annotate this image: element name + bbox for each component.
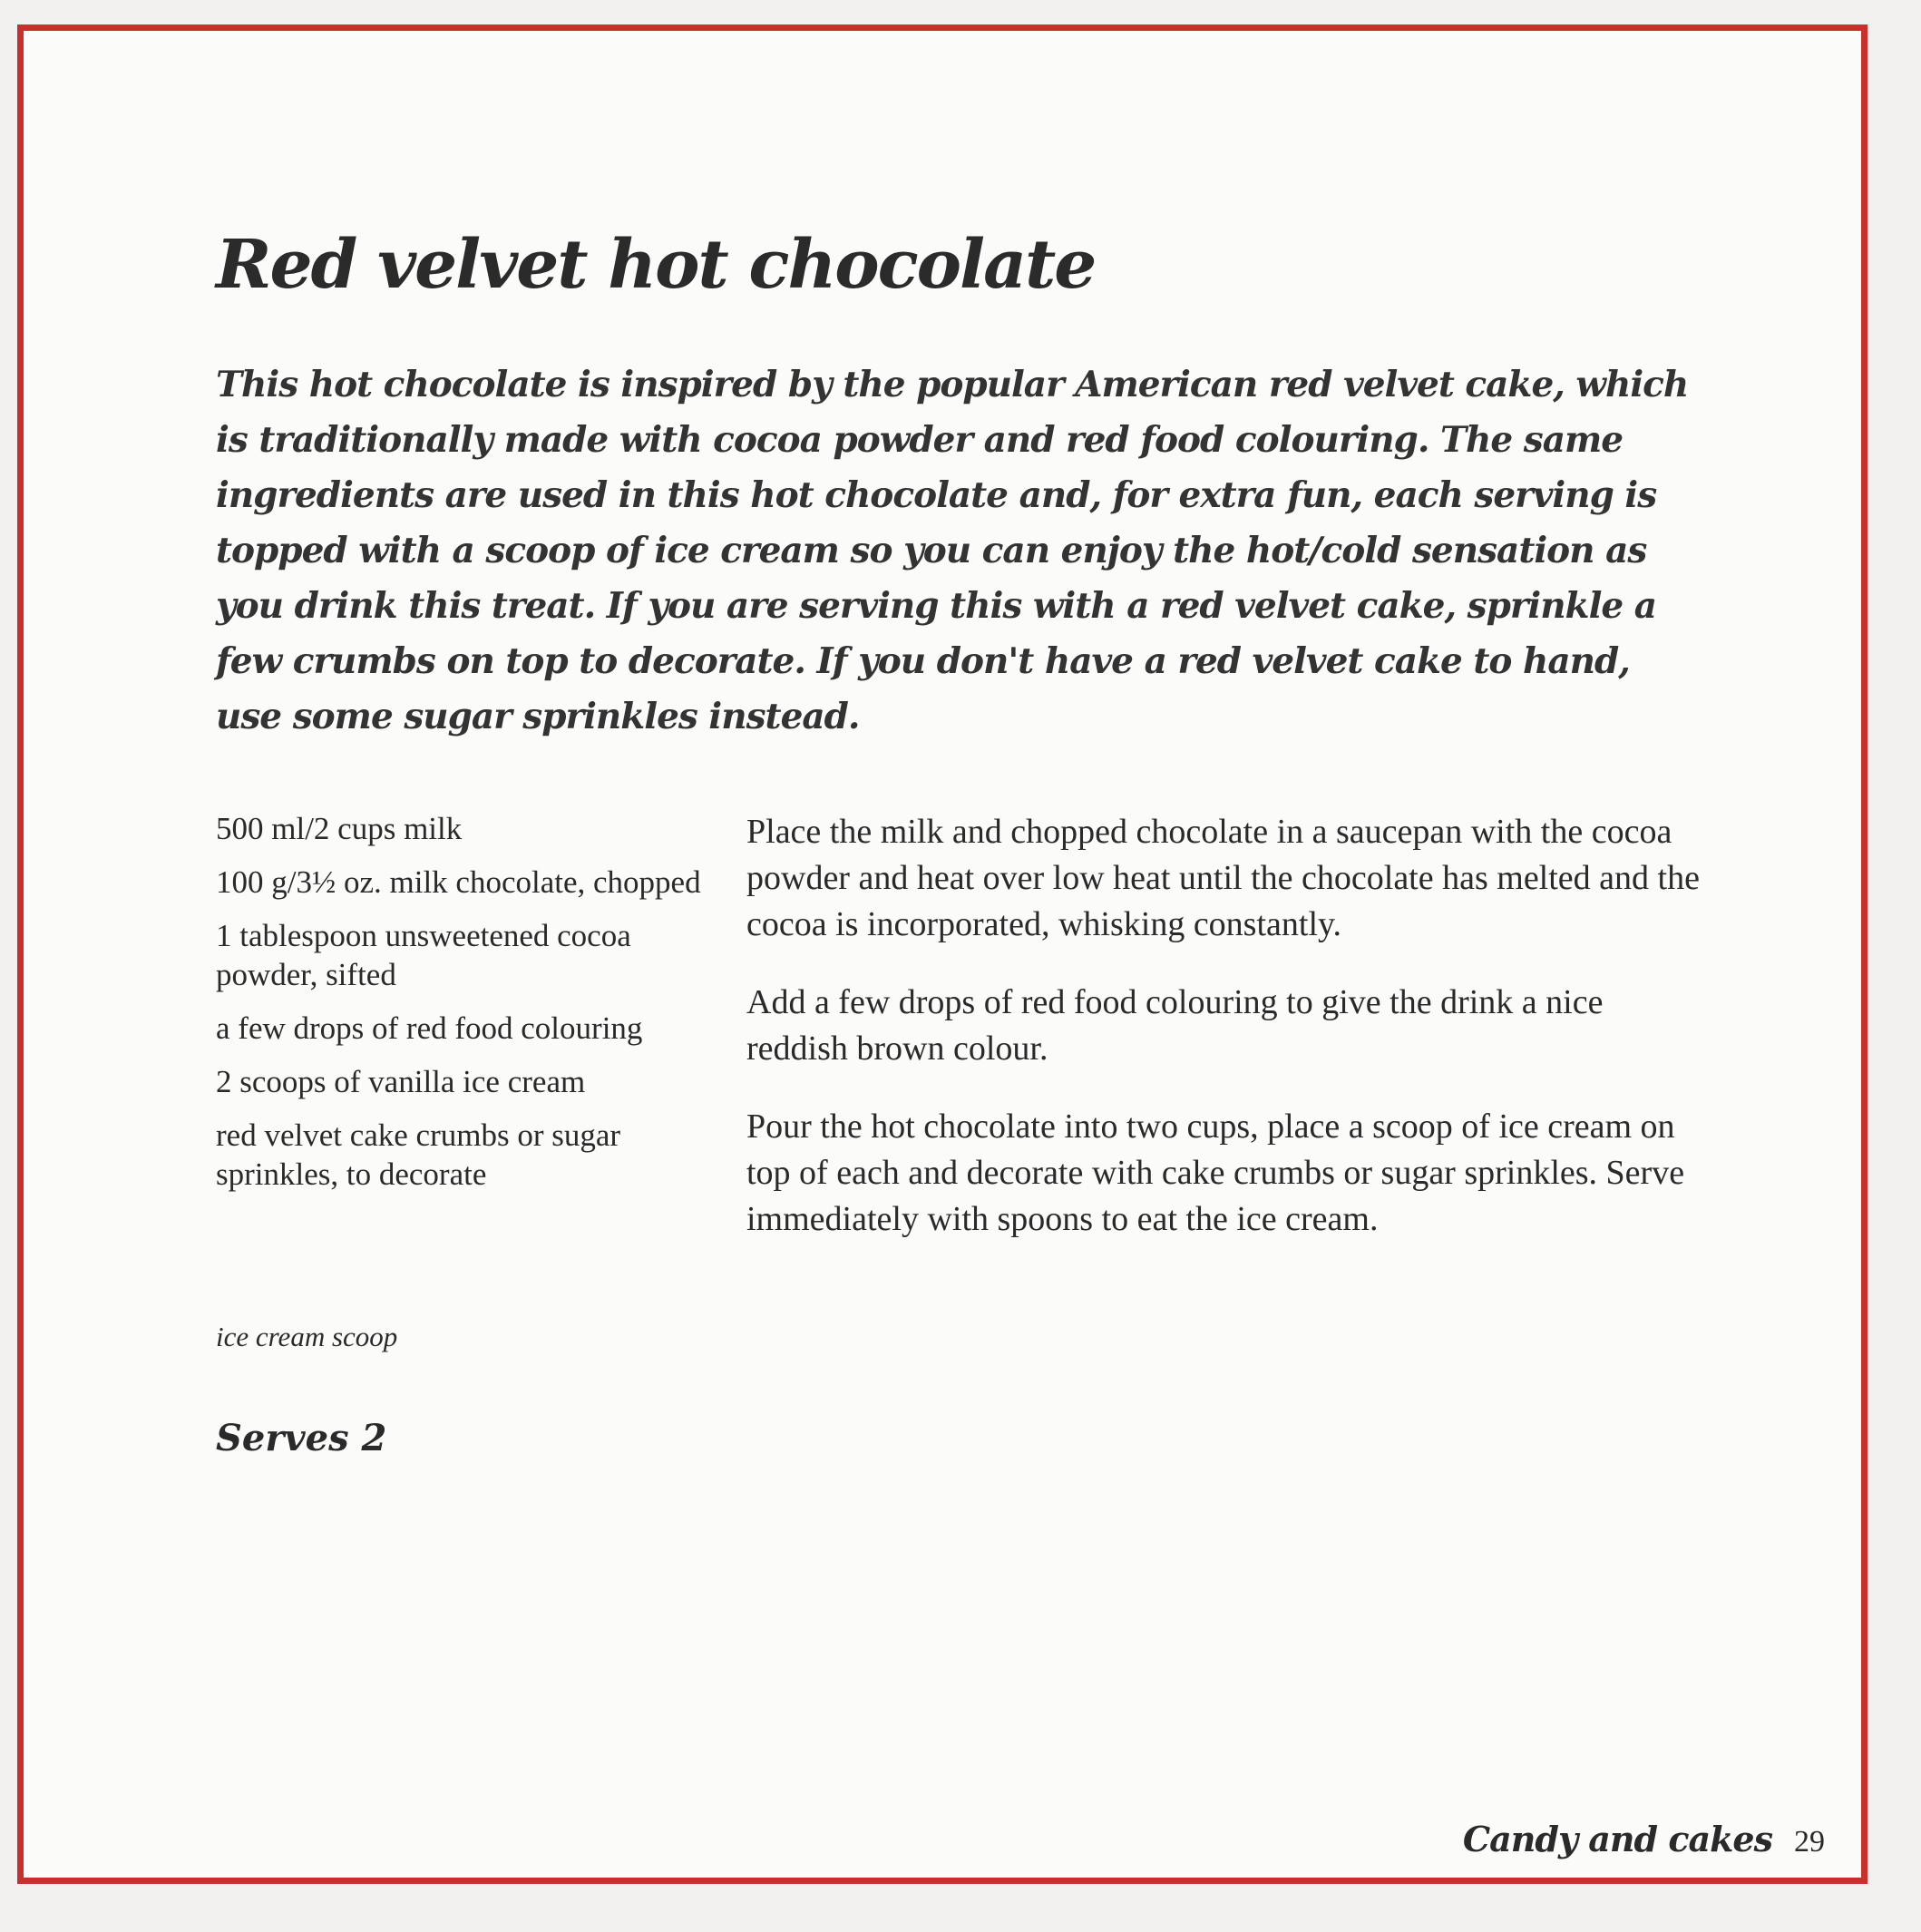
method-steps [746, 809, 1708, 1274]
method-step: Add a few drops of red food colouring to give the drink a nice reddish brown colour. [746, 983, 1604, 1068]
recipe-page [17, 24, 1867, 1884]
chapter-title: Candy and cakes [1462, 1819, 1772, 1859]
ingredient-item: 100 g/3½ oz. milk chocolate, chopped [216, 864, 701, 900]
method-step: Pour the hot chocolate into two cups, place a scoop of ice cream on top of each and decorate with cake crumbs or sugar sprinkles. Serve immediately with spoons to eat the ice cream. [746, 1107, 1685, 1238]
ingredient-item: red velvet cake crumbs or sugar sprinkles, to decorate [216, 1117, 621, 1192]
page-footer [1463, 1819, 1825, 1859]
ingredient-item: 1 tablespoon unsweetened cocoa powder, sifted [216, 918, 631, 992]
page-number: 29 [1794, 1825, 1825, 1859]
ingredients-list [216, 809, 724, 1208]
recipe-intro: This hot chocolate is inspired by the popular American red velvet cake, which is traditionally made with cocoa powder and red food colouring. The same ingredients are used in this hot chocolate and, for extra fun, each serving is topped with a scoop of ice cream so you can enjoy the hot/cold sensation as you drink this treat. If you are serving this with a red velvet cake, sprinkle a few crumbs on top to decorate. If you don't have a red velvet cake to hand, use some sugar sprinkles instead. [216, 364, 1689, 737]
method-step: Place the milk and chopped chocolate in a saucepan with the cocoa powder and heat over low heat until the chocolate has melted and the cocoa is incorporated, whisking constantly. [746, 813, 1700, 943]
equipment-note: ice cream scoop [216, 1321, 398, 1352]
ingredient-item: a few drops of red food colouring [216, 1010, 643, 1046]
recipe-title: Red velvet hot chocolate [216, 226, 1096, 304]
serves-label: Serves 2 [216, 1417, 387, 1459]
ingredient-item: 500 ml/2 cups milk [216, 811, 463, 846]
ingredient-item: 2 scoops of vanilla ice cream [216, 1064, 586, 1099]
